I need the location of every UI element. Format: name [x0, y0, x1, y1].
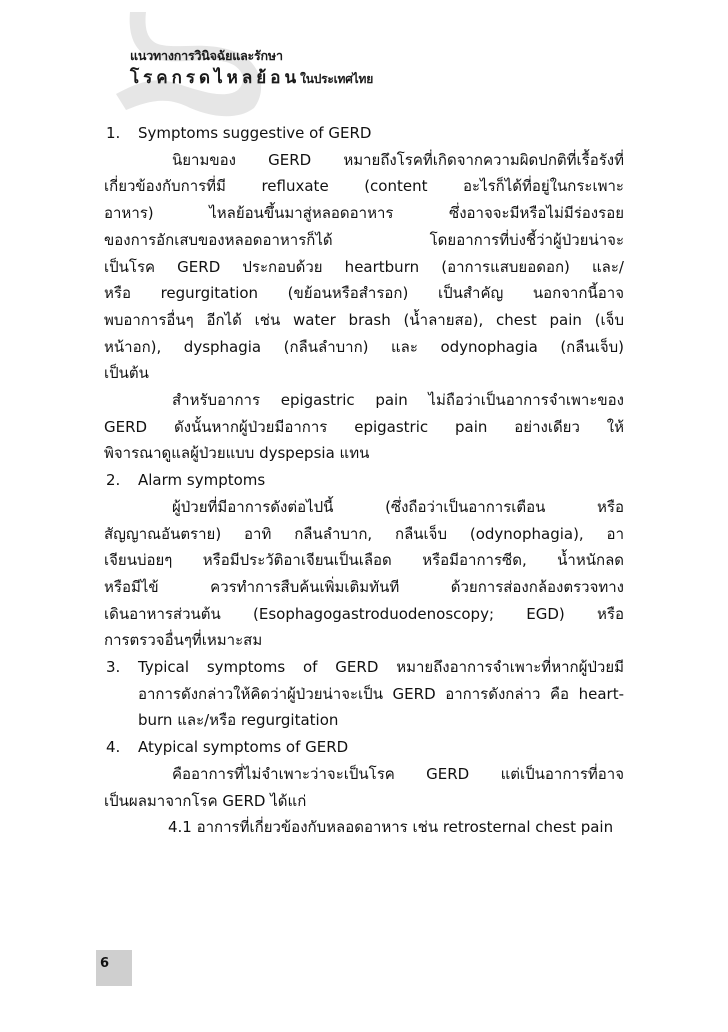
paragraph — [138, 654, 624, 734]
item-title: Symptoms suggestive of GERD — [138, 124, 372, 142]
text-line: เป็นต้น — [104, 364, 149, 383]
header-subtitle: แนวทางการวินิจฉัยและรักษา — [130, 48, 283, 63]
text-line: เป็นผลมาจากโรค GERD ได้แก่ — [104, 791, 307, 810]
text-line: สำหรับอาการ epigastric pain ไม่ถือว่าเป็นอาการจำเพาะของ — [172, 391, 624, 410]
list-item — [106, 654, 624, 734]
list-item — [106, 467, 624, 654]
item-number: 4. — [106, 738, 121, 757]
text-line: GERD ดังนั้นหากผู้ป่วยมีอาการ epigastric pain อย่างเดียว ให้ — [104, 417, 624, 436]
text-line: หรือ regurgitation (ขย้อนหรือสำรอก) เป็นสำคัญ นอกจากนี้อาจ — [104, 284, 624, 303]
item-title: Atypical symptoms of GERD — [138, 738, 349, 757]
page-number: 6 — [100, 956, 110, 971]
sub-item: 4.1 อาการที่เกี่ยวข้องกับหลอดอาหาร เช่น retrosternal chest pain — [168, 818, 614, 837]
text-line: burn และ/หรือ regurgitation — [138, 711, 339, 730]
text-line: นิยามของ GERD หมายถึงโรคที่เกิดจากความผิดปกติที่เรื้อรังที่ — [172, 150, 624, 169]
text-line: ของการอักเสบของหลอดอาหารก็ได้ โดยอาการที่บ่งชี้ว่าผู้ป่วยน่าจะ — [104, 230, 624, 249]
text-line: เป็นโรค GERD ประกอบด้วย heartburn (อาการแสบยอดอก) และ/ — [104, 257, 624, 276]
text-line: เกี่ยวข้องกับการที่มี refluxate (content อะไรก็ได้ที่อยู่ในกระเพาะ — [104, 177, 624, 196]
text-line: การตรวจอื่นๆที่เหมาะสม — [104, 631, 263, 650]
header-title — [130, 64, 373, 91]
text-line: คืออาการที่ไม่จำเพาะว่าจะเป็นโรค GERD แต่เป็นอาการที่อาจ — [172, 764, 624, 783]
text-line: ผู้ป่วยที่มีอาการดังต่อไปนี้ (ซึ่งถือว่าเป็นอาการเตือน หรือ — [172, 497, 624, 516]
running-header — [122, 38, 374, 90]
text-line: อาหาร) ไหลย้อนขึ้นมาสู่หลอดอาหาร ซึ่งอาจจะมีหรือไม่มีร่องรอย — [104, 204, 624, 223]
text-line: พิจารณาดูแลผู้ป่วยแบบ dyspepsia แทน — [104, 444, 370, 463]
item-number: 2. — [106, 471, 121, 490]
list-item — [106, 734, 624, 841]
text-line: หน้าอก), dysphagia (กลืนลำบาก) และ odynophagia (กลืนเจ็บ) — [104, 337, 624, 356]
header-title-suffix: ในประเทศไทย — [300, 72, 374, 86]
header-title-main: โรคกรดไหลย้อน — [130, 68, 301, 88]
text-line: เจียนบ่อยๆ หรือมีประวัติอาเจียนเป็นเลือด หรือมีอาการซีด, น้ำหนักลด — [104, 551, 624, 570]
item-number: 1. — [106, 124, 121, 142]
paragraph — [104, 761, 624, 814]
paragraph — [104, 147, 624, 387]
text-line: เดินอาหารส่วนต้น (Esophagogastroduodenoscopy; EGD) หรือ — [104, 604, 624, 623]
text-line: หรือมีไข้ ควรทำการสืบค้นเพิ่มเติมทันที ด้วยการส่องกล้องตรวจทาง — [104, 577, 624, 596]
list-item — [106, 120, 624, 467]
item-number: 3. — [106, 658, 121, 677]
text-line: Typical symptoms of GERD หมายถึงอาการจำเพาะที่หากผู้ป่วยมี — [138, 658, 624, 677]
text-line: สัญญาณอันตราย) อาทิ กลืนลำบาก, กลืนเจ็บ (odynophagia), อา — [104, 524, 624, 543]
item-title: Alarm symptoms — [138, 471, 266, 490]
paragraph — [104, 387, 624, 467]
paragraph — [104, 494, 624, 654]
text-line: อาการดังกล่าวให้คิดว่าผู้ป่วยน่าจะเป็น GERD อาการดังกล่าว คือ heart- — [138, 684, 624, 703]
text-line: พบอาการอื่นๆ อีกได้ เช่น water brash (น้ำลายสอ), chest pain (เจ็บ — [104, 310, 624, 329]
document-body — [106, 120, 624, 841]
